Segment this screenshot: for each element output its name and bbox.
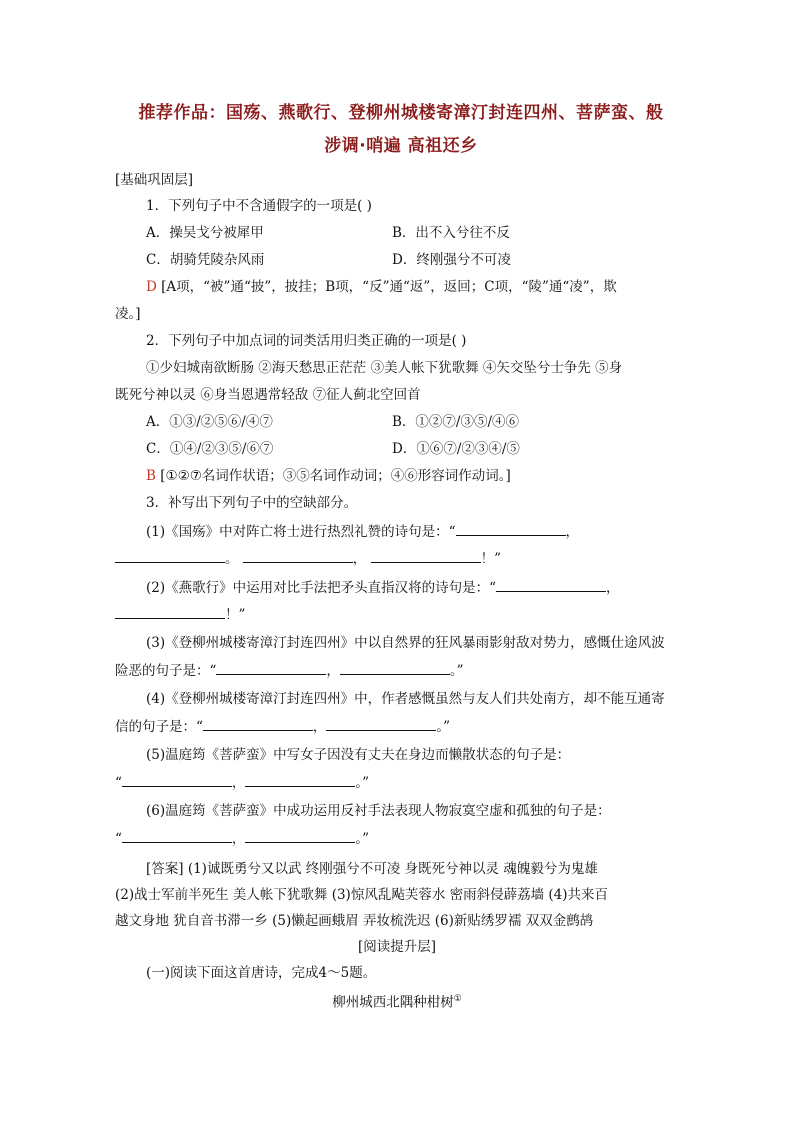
q3-part4-line1: (4)《登柳州城楼寄漳汀封连四州》中，作者感慨虽然与友人们共处南方，却不能互通寄 xyxy=(146,691,665,707)
q1-answer xyxy=(146,277,617,297)
q2-stem: 2．下列句子中加点词的词类活用归类正确的一项是( ) xyxy=(146,333,467,349)
blank-input[interactable] xyxy=(203,716,313,731)
blank-input[interactable] xyxy=(326,716,436,731)
section-heading-basic: [基础巩固层] xyxy=(115,172,194,188)
punct: ， xyxy=(352,551,367,567)
punct: ， xyxy=(326,663,340,679)
punct: ， xyxy=(312,719,327,735)
punct: ， xyxy=(565,524,580,540)
q2-answer xyxy=(146,466,511,486)
blank-input[interactable] xyxy=(243,548,353,563)
blank-input[interactable] xyxy=(340,660,450,675)
blank-input[interactable] xyxy=(456,521,566,536)
punct: ！” xyxy=(225,607,246,623)
q2-option-a: A．①③/②⑤⑥/④⑦ xyxy=(146,414,273,430)
q1-option-b: B．出不入兮往不反 xyxy=(392,225,510,241)
page-title-line-2: 涉调·哨遍 高祖还乡 xyxy=(324,136,478,156)
answer-line-1: [答案] (1)诚既勇兮又以武 终刚强兮不可凌 身既死兮神以灵 魂魄毅兮为鬼雄 xyxy=(146,861,598,877)
q3-part5-line1: (5)温庭筠《菩萨蛮》中写女子因没有丈夫在身边而懒散状态的句子是： xyxy=(146,747,571,763)
q3-part2-line2 xyxy=(115,604,245,625)
blank-input[interactable] xyxy=(371,548,481,563)
q2-answer-letter: B xyxy=(146,468,156,484)
poem-title-text: 柳州城西北隅种柑树 xyxy=(332,994,454,1011)
q1-option-a: A．操吴戈兮被犀甲 xyxy=(146,225,264,241)
punct: “ xyxy=(115,831,122,847)
blank-input[interactable] xyxy=(122,772,232,787)
blank-input[interactable] xyxy=(245,772,355,787)
q3-part4-prompt: 信的句子是：“ xyxy=(115,719,203,735)
q1-option-d: D．终刚强兮不可凌 xyxy=(392,252,511,268)
blank-input[interactable] xyxy=(122,828,232,843)
blank-input[interactable] xyxy=(115,548,225,563)
blank-input[interactable] xyxy=(245,828,355,843)
q1-stem: 1．下列句子中不含通假字的一项是( ) xyxy=(146,198,372,214)
q2-items-line-1: ①少妇城南欲断肠 ②海天愁思正茫茫 ③美人帐下犹歌舞 ④矢交坠兮士争先 ⑤身 xyxy=(146,360,623,376)
blank-input[interactable] xyxy=(496,577,606,592)
q1-answer-letter: D xyxy=(146,279,157,295)
q3-part1-line2 xyxy=(115,548,501,569)
blank-input[interactable] xyxy=(216,660,326,675)
q3-part2-prompt: (2)《燕歌行》中运用对比手法把矛头直指汉将的诗句是：“ xyxy=(146,580,497,596)
q1-option-c: C．胡骑凭陵杂风雨 xyxy=(146,252,265,268)
q2-option-b: B．①②⑦/③⑤/④⑥ xyxy=(392,414,520,430)
punct: “ xyxy=(115,775,122,791)
q3-part1-line1 xyxy=(146,521,579,542)
q1-answer-explanation: [A项，“被”通“披”，披挂；B项，“反”通“返”，返回；C项，“陵”通“凌”，欺 xyxy=(161,279,617,295)
q3-part4-line2 xyxy=(115,716,450,737)
punct: 。” xyxy=(449,663,464,679)
q3-stem: 3．补写出下列句子中的空缺部分。 xyxy=(146,495,358,511)
section-heading-reading: [阅读提升层] xyxy=(357,939,437,955)
q3-part1-prompt: (1)《国殇》中对阵亡将士进行热烈礼赞的诗句是：“ xyxy=(146,524,456,540)
punct: 。” xyxy=(355,831,370,847)
q1-answer-cont: 凌。] xyxy=(115,306,141,322)
reading-intro: (一)阅读下面这首唐诗，完成4～5题。 xyxy=(146,965,377,981)
q3-part3-prompt: 险恶的句子是：“ xyxy=(115,663,217,679)
punct: 。” xyxy=(355,775,370,791)
q3-part5-line2 xyxy=(115,772,369,793)
q3-part6-line2 xyxy=(115,828,369,849)
q3-part3-line1: (3)《登柳州城楼寄漳汀封连四州》中以自然界的狂风暴雨影射敌对势力，感慨仕途风波 xyxy=(146,635,665,651)
punct: 。” xyxy=(436,719,451,735)
answer-line-3: 越文身地 犹自音书滞一乡 (5)懒起画蛾眉 弄妆梳洗迟 (6)新贴绣罗襦 双双金鹧鸪 xyxy=(115,913,594,929)
page-title-line-1: 推荐作品：国殇、燕歌行、登柳州城楼寄漳汀封连四州、菩萨蛮、般 xyxy=(138,103,664,123)
q2-answer-explanation: [①②⑦名词作状语；③⑤名词作动词；④⑥形容词作动词。] xyxy=(160,468,511,484)
footnote-marker: ① xyxy=(453,994,462,1004)
q3-part3-line2 xyxy=(115,660,464,681)
punct: ， xyxy=(231,831,246,847)
answer-line-2: (2)战士军前半死生 美人帐下犹歌舞 (3)惊风乱飐芙蓉水 密雨斜侵薜荔墙 (4)共来百 xyxy=(115,887,609,903)
blank-input[interactable] xyxy=(115,604,225,619)
poem-title xyxy=(115,989,679,1013)
q2-items-line-2: 既死兮神以灵 ⑥身当恩遇常轻敌 ⑦征人蓟北空回首 xyxy=(115,387,421,403)
punct: ， xyxy=(231,775,246,791)
punct: ， xyxy=(606,580,620,596)
punct: ！” xyxy=(480,551,501,567)
q3-part6-line1: (6)温庭筠《菩萨蛮》中成功运用反衬手法表现人物寂寞空虚和孤独的句子是： xyxy=(146,803,611,819)
q2-option-c: C．①④/②③⑤/⑥⑦ xyxy=(146,441,274,457)
q3-part2-line1 xyxy=(146,577,620,598)
punct: 。 xyxy=(225,551,239,567)
q2-option-d: D．①⑥⑦/②③④/⑤ xyxy=(392,441,520,457)
